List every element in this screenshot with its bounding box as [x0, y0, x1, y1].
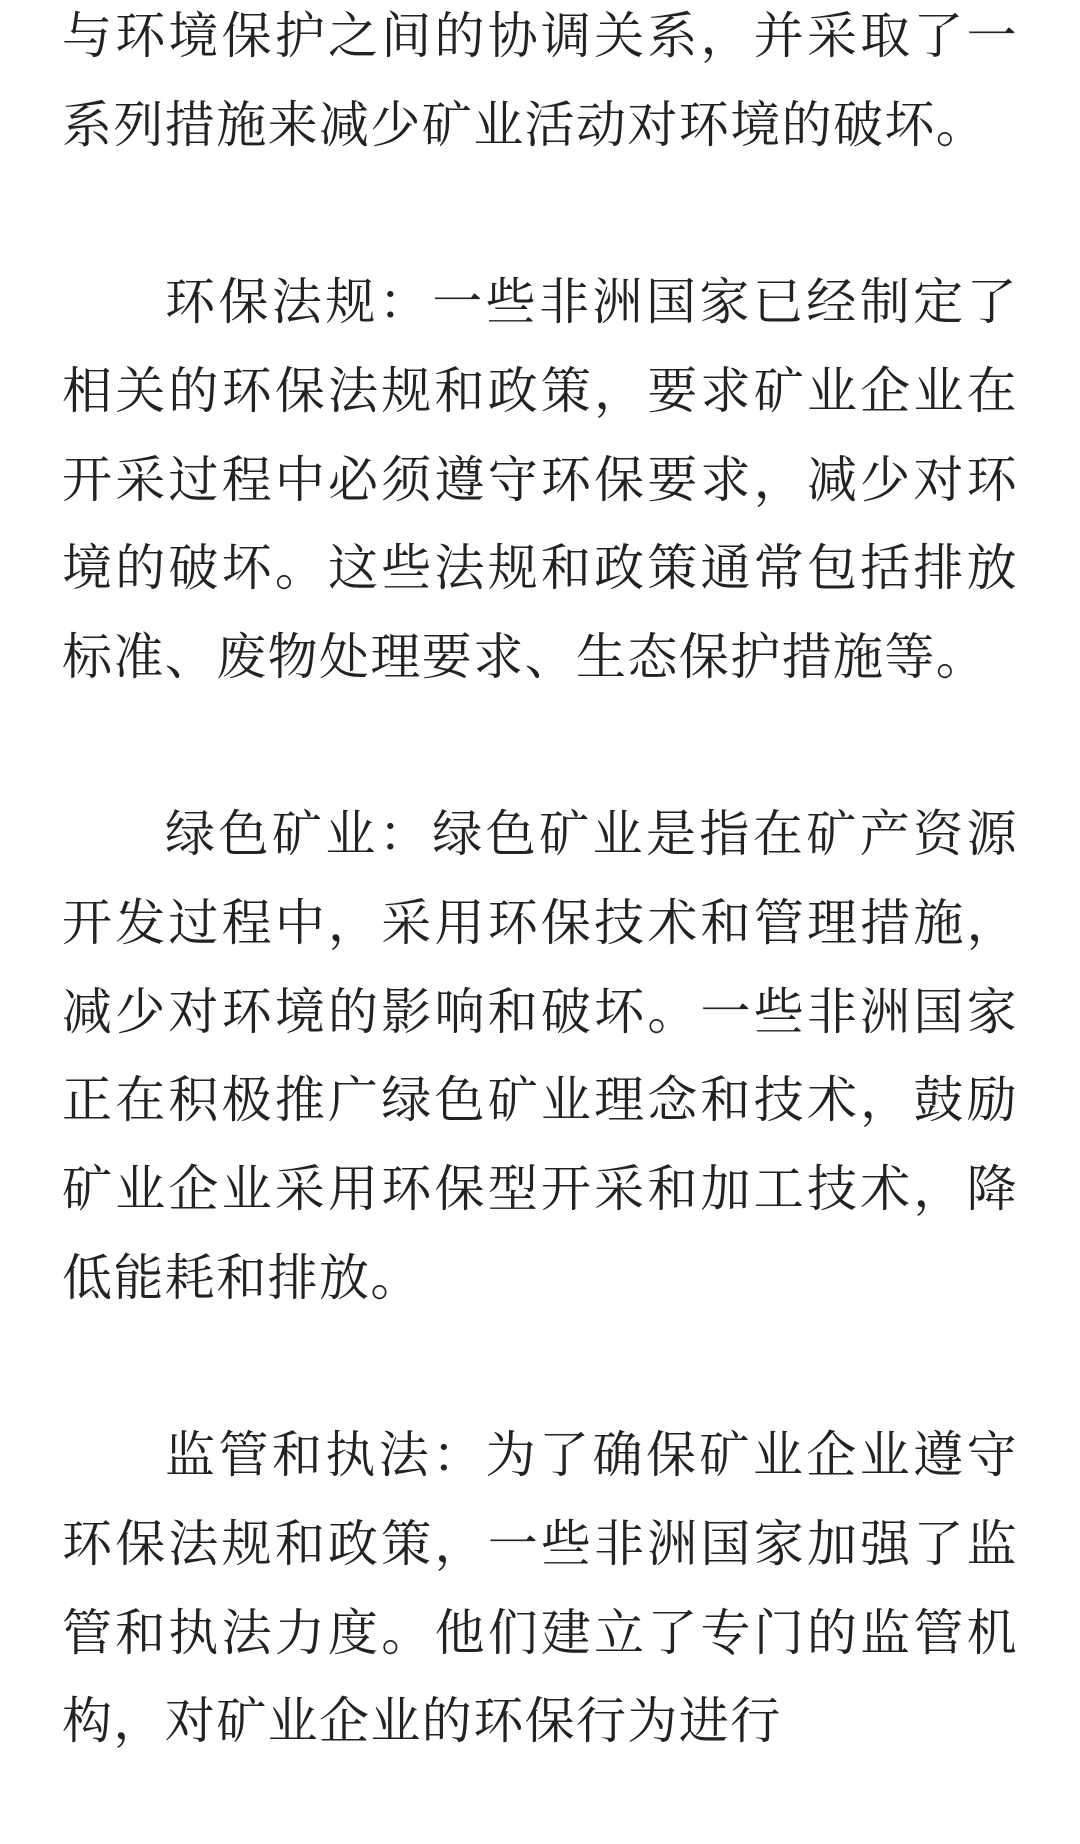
paragraph-continuation: 与环境保护之间的协调关系，并采取了一系列措施来减少矿业活动对环境的破坏。	[62, 7, 1018, 154]
paragraph-green-mining: 绿色矿业：绿色矿业是指在矿产资源开发过程中，采用环保技术和管理措施，减少对环境的影响和破坏。一些非洲国家正在积极推广绿色矿业理念和技术，鼓励矿业企业采用环保型开采和加工技术，降低能耗和排放。	[62, 805, 1018, 1307]
paragraph-supervision-enforcement: 监管和执法：为了确保矿业企业遵守环保法规和政策，一些非洲国家加强了监管和执法力度。他们建立了专门的监管机构，对矿业企业的环保行为进行	[62, 1426, 1018, 1751]
paragraph-environmental-regulations: 环保法规：一些非洲国家已经制定了相关的环保法规和政策，要求矿业企业在开采过程中必须遵守环保要求，减少对环境的破坏。这些法规和政策通常包括排放标准、废物处理要求、生态保护措施等。	[62, 273, 1018, 686]
article-body	[62, 0, 1018, 1766]
